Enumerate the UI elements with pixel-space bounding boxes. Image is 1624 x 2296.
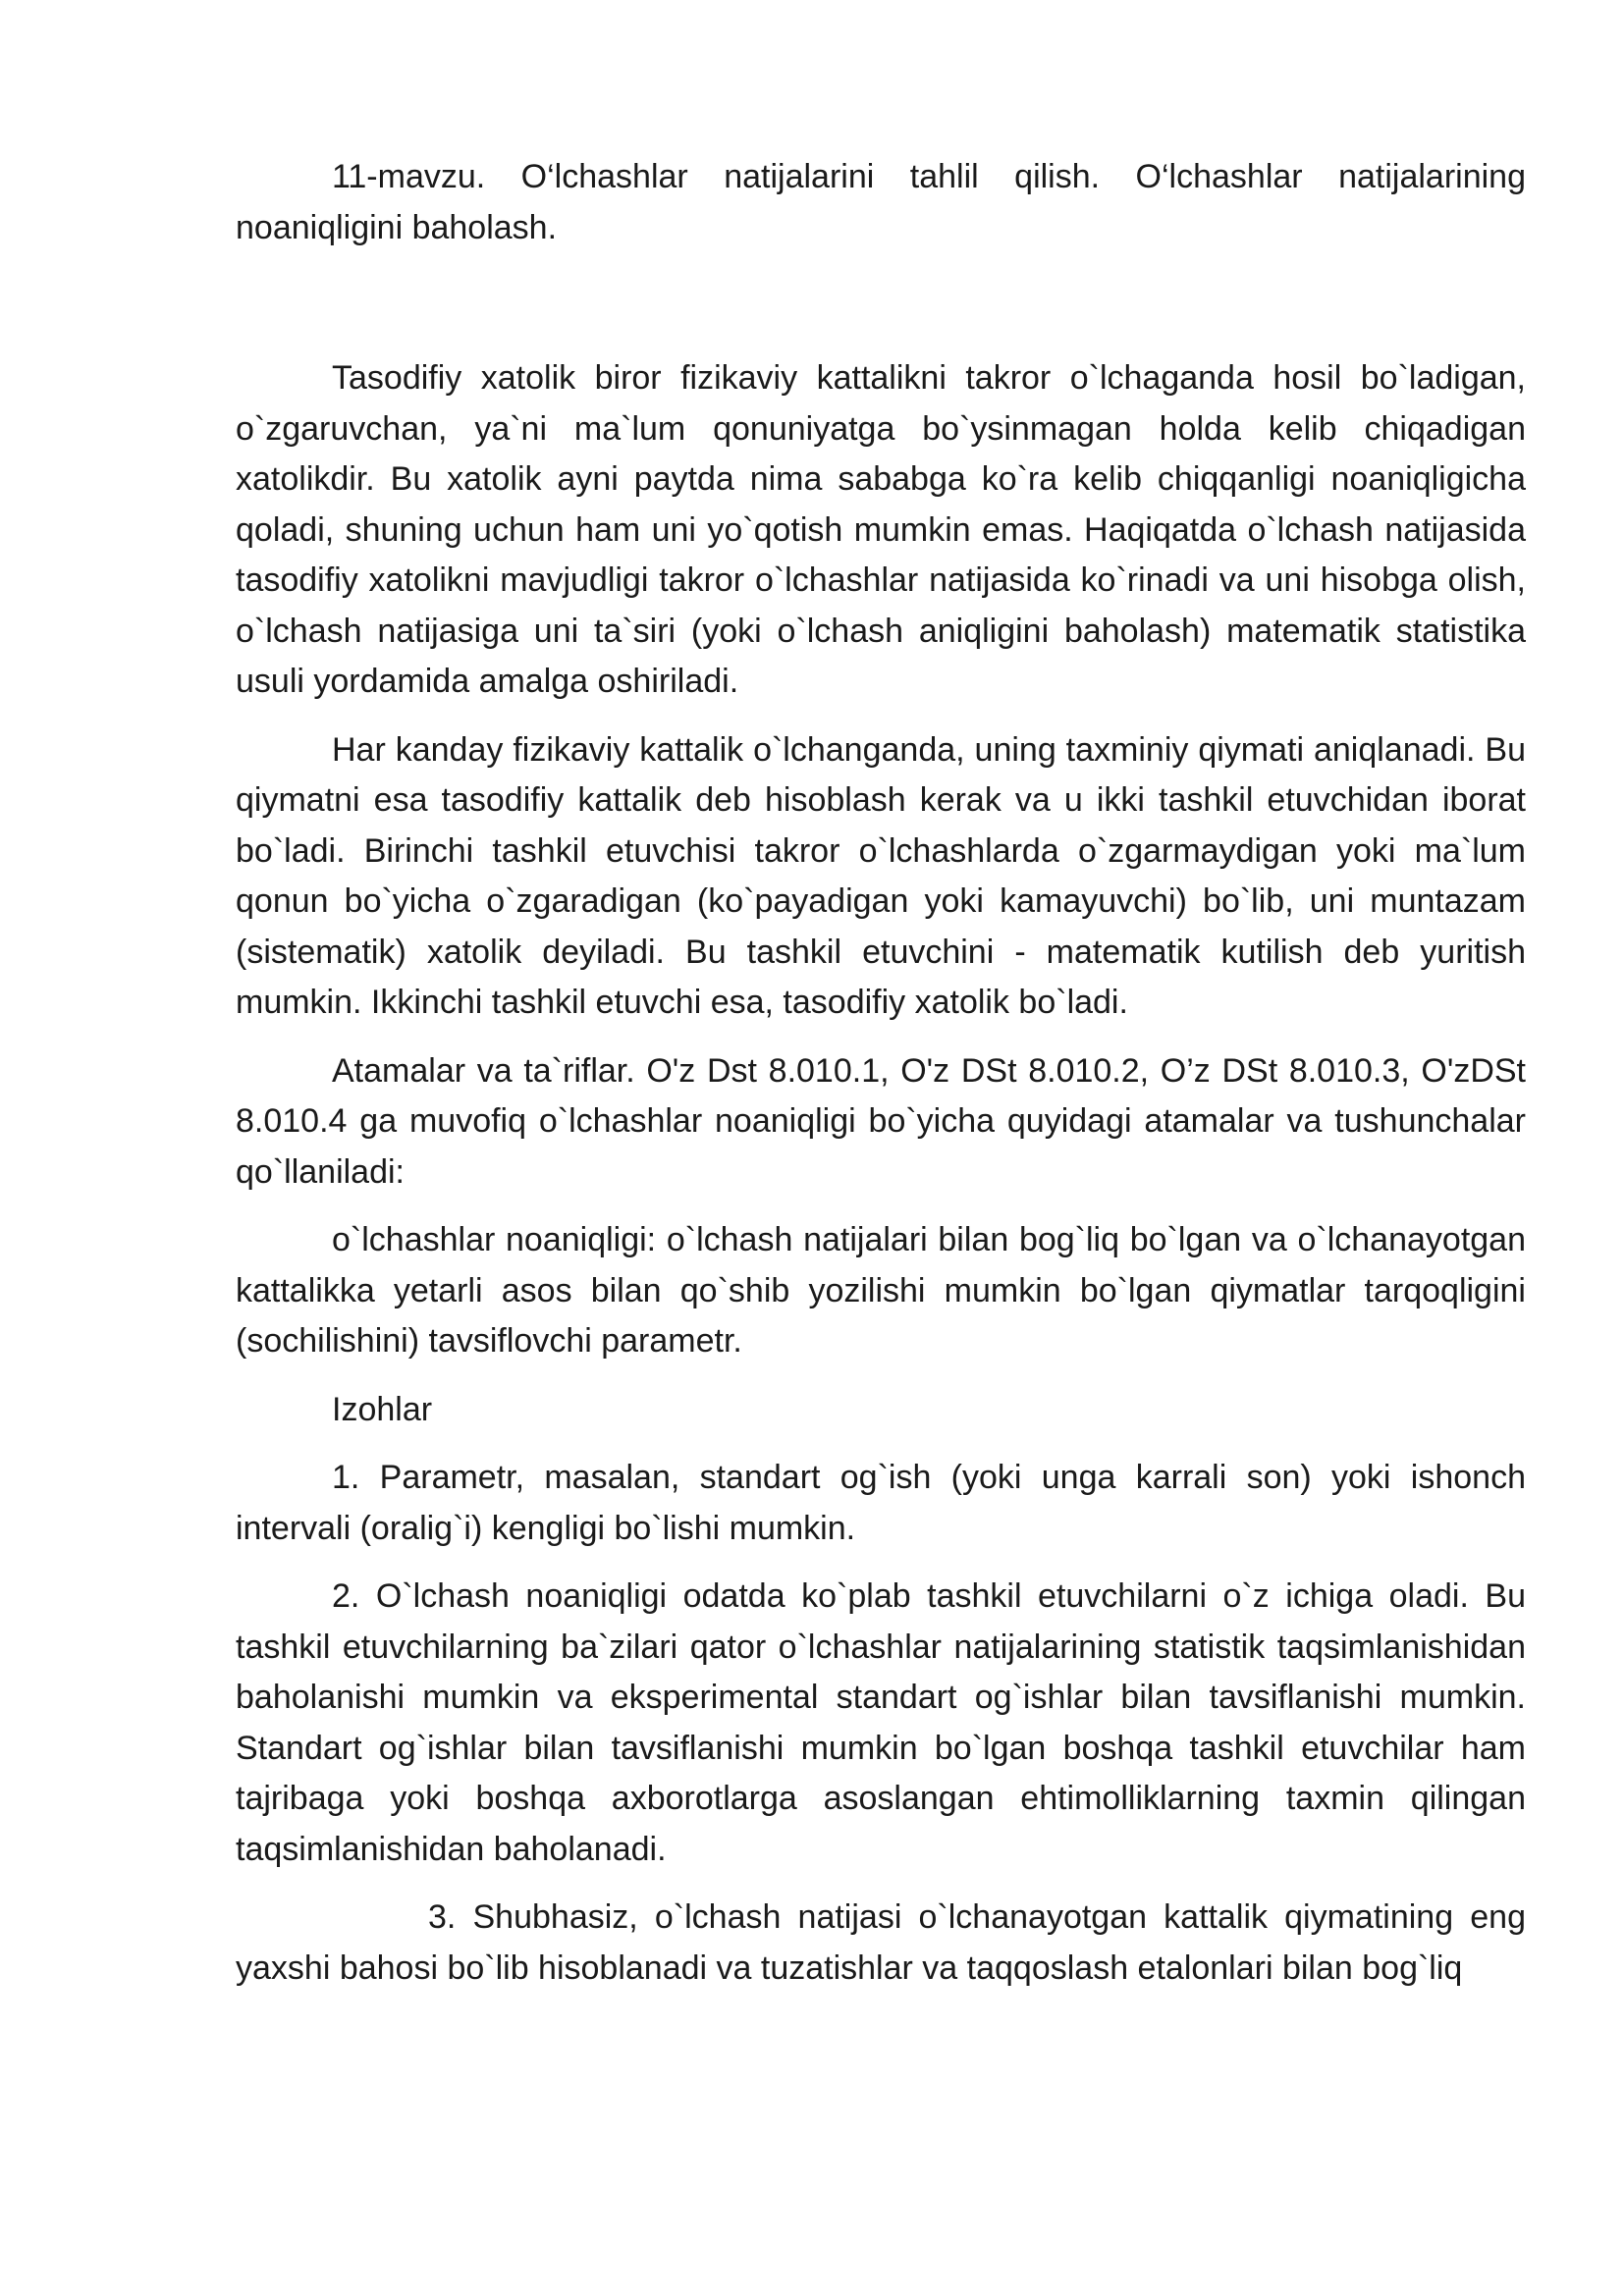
paragraph-terms-definitions: Atamalar va ta`riflar. O'z Dst 8.010.1, O'z DSt 8.010.2, O’z DSt 8.010.3, O'zDSt 8.010.4 ga muvofiq o`lchashlar noaniqligi bo`yicha quyidagi atamalar va tushunchalar qo`llaniladi: (236, 1051, 1526, 1191)
paragraph-estimated-value: Har kanday fizikaviy kattalik o`lchanganda, uning taxminiy qiymati aniqlanadi. Bu qiymatni esa tasodifiy kattalik deb hisoblash kerak va u ikki tashkil etuvchidan iborat bo`ladi. Birinchi tashkil etuvchisi takror o`lchashlarda o`zgarmaydigan yoki ma`lum qonun bo`yicha o`zgaradigan (ko`payadigan yoki kamayuvchi) bo`lib, uni muntazam (sistematik) xatolik deyiladi. Bu tashkil etuvchini - matematik kutilish deb yuritish mumkin. Ikkinchi tashkil etuvchi esa, tasodifiy xatolik bo`ladi. (236, 730, 1526, 1021)
paragraph-uncertainty-definition: o`lchashlar noaniqligi: o`lchash natijalari bilan bog`liq bo`lgan va o`lchanayotgan kattalikka yetarli asos bilan qo`shib yozilishi mumkin bo`lgan qiymatlar tarqoqligini (sochilishini) tavsiflovchi parametr. (236, 1221, 1526, 1360)
notes-heading: Izohlar (332, 1390, 433, 1428)
note-1: 1. Parametr, masalan, standart og`ish (yoki unga karrali son) yoki ishonch intervali (oralig`i) kengligi bo`lishi mumkin. (236, 1459, 1526, 1547)
topic-title: 11-mavzu. O‘lchashlar natijalarini tahlil qilish. O‘lchashlar natijalarining noaniqligini baholash. (236, 158, 1526, 246)
paragraph-random-error: Tasodifiy xatolik biror fizikaviy kattalikni takror o`lchaganda hosil bo`ladigan, o`zgaruvchan, ya`ni ma`lum qonuniyatga bo`ysinmagan holda kelib chiqadigan xatolikdir. Bu xatolik ayni paytda nima sababga ko`ra kelib chiqqanligi noaniqligicha qoladi, shuning uchun ham uni yo`qotish mumkin emas. Haqiqatda o`lchash natijasida tasodifiy xatolikni mavjudligi takror o`lchashlar natijasida ko`rinadi va uni hisobga olish, o`lchash natijasiga uni ta`siri (yoki o`lchash aniqligini baholash) matematik statistika usuli yordamida amalga oshiriladi. (236, 359, 1526, 700)
note-3: 3. Shubhasiz, o`lchash natijasi o`lchanayotgan kattalik qiymatining eng yaxshi bahosi bo`lib hisoblanadi va tuzatishlar va taqqoslash etalonlari bilan bog`liq (236, 1898, 1526, 1987)
note-2: 2. O`lchash noaniqligi odatda ko`plab tashkil etuvchilarni o`z ichiga oladi. Bu tashkil etuvchilarning ba`zilari qator o`lchashlar natijalarining statistik taqsimlanishidan baholanishi mumkin va eksperimental standart og`ishlar bilan tavsiflanishi mumkin. Standart og`ishlar bilan tavsiflanishi mumkin bo`lgan boshqa tashkil etuvchilar ham tajribaga yoki boshqa axborotlarga asoslangan ehtimolliklarning taxmin qilingan taqsimlanishidan baholanadi. (236, 1577, 1526, 1868)
document-page (236, 152, 1526, 1994)
